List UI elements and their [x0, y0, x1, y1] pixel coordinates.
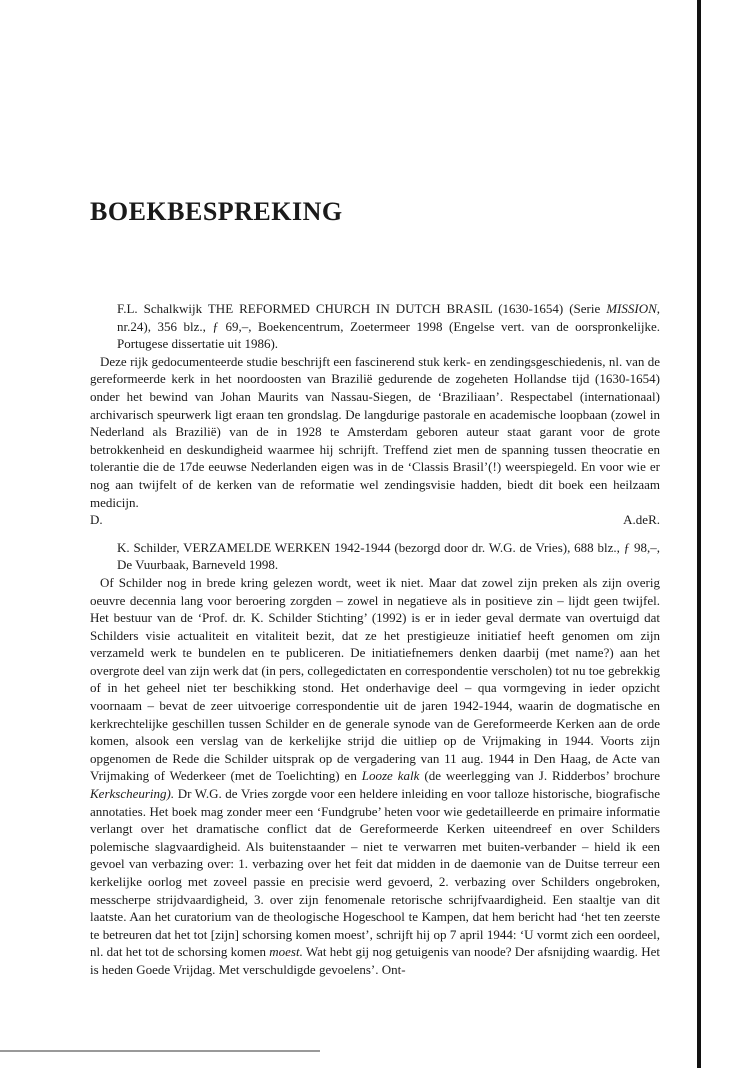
citation-details: , nr.24), 356 blz., ƒ 69,–, Boekencentrum, Zoetermeer 1998 (Engelse vert. van de oorspronkelijke. Portugese dissertatie uit 1986). — [117, 301, 661, 352]
series-name: MISSION — [606, 301, 657, 316]
paragraph-part: Wat hebt gij nog getuigenis van noode? Der afsnijding waardig. Het is heden Goede Vrijdag. Met verschuldigde gevoelens’. Ont- — [90, 944, 660, 977]
book-author: K. Schilder — [117, 539, 177, 555]
review-signature-line — [90, 511, 660, 529]
book-years: (1630-1654 — [498, 301, 559, 316]
italic-title: Looze kalk — [361, 768, 420, 784]
italic-title: Kerkscheuring). — [90, 786, 175, 802]
book-citation: K. Schilder, VERZAMELDE WERKEN 1942-1944 (bezorgd door dr. W.G. de Vries), 688 blz., ƒ 98,–, De Vuurbaak, Barneveld 1998. — [117, 539, 661, 573]
book-citation — [117, 300, 660, 353]
page-title: BOEKBESPREKING — [90, 197, 343, 227]
review-signature: A.deR. — [623, 512, 660, 528]
book-title: VERZAMELDE WERKEN — [183, 539, 331, 555]
series-open: ) (Serie — [558, 301, 607, 316]
paragraph-part: Of Schilder nog in brede kring gelezen wordt, weet ik niet. Maar dat zowel zijn preken als zijn overig oeuvre decennia lang voor beroering zorgden – zowel in negatieve als in positieve zin – lijdt geen twijfel. Het bestuur van de ‘Prof. dr. K. Schilder Stichting’ (1992) is er in ieder geval dermate van overtuigd dat Schilders visie actualiteit en vitaliteit bezit, dat ze het prestigieuze initiatief heeft genomen om zijn verzameld werk te bundelen en te publiceren. De initiatiefnemers denken daarbij (met name?) aan het overgrote deel van zijn werk dat (in pers, collegedictaten en correspondentie verscholen) tot nu toe gebrekkig of in het geheel niet ter beschikking stond. Het onderhavige deel – qua vormgeving in ieder opzicht voornaam – bevat de zeer uitvoerige correspondentie uit de jaren 1942-1944, waarin de dogmatische en kerkrechtelijke geschillen tussen Schilder en de generale synode van de Gereformeerde Kerken aan de orde komen, alsook een verslag van de kerkelijke strijd die uitliep op de Vrijmaking in 1944. Voorts zijn opgenomen de Rede die Schilder uitsprak op de vergadering van 11 aug. 1944 in Den Haag, de Acte van Vrijmaking of Wederkeer (met de Toelichting) en — [90, 574, 660, 784]
review-schilder — [90, 539, 660, 979]
citation-details: 1942-1944 (bezorgd door dr. W.G. de Vries), 688 blz., ƒ 98,–, De Vuurbaak, Barneveld 1998. — [117, 539, 661, 573]
book-title: THE REFORMED CHURCH IN DUTCH BRASIL — [207, 301, 493, 316]
review-paragraph — [90, 574, 660, 979]
italic-word: moest. — [269, 944, 303, 960]
paragraph-part: (de weerlegging van J. Ridderbos’ brochure — [419, 768, 660, 784]
book-author: F.L. Schalkwijk — [117, 301, 203, 316]
review-schalkwijk — [90, 300, 660, 529]
review-place: D. — [90, 512, 103, 528]
page-edge-right — [697, 0, 701, 1068]
review-paragraph: Deze rijk gedocumenteerde studie beschrijft een fascinerend stuk kerk- en zendingsgeschiedenis, nl. van de gereformeerde kerk in het noordoosten van Brazilië gedurende de zogeheten Hollandse tijd (1630-1654) onder het bewind van Johan Maurits van Nassau-Siegen, de ‘Braziliaan’. Respectabel (internationaal) archivarisch speurwerk ligt eraan ten grondslag. De langdurige pastorale en academische loopbaan (zowel in Nederland als Brazilië) van de in 1928 te Amsterdam geboren auteur staat garant voor de grote betrokkenheid en deskundigheid waarmee hij schrijft. Treffend ziet men de spanning tussen theocratie en tolerantie die de 17de eeuwse Nederlanden eigen was in de ‘Classis Brasil’(!) weerspiegeld. En voor wie er nog aan twijfelt of de kerken van de reformatie wel zendingsvisie hadden, biedt dit boek een heilzaam medicijn. — [90, 353, 660, 510]
page-edge-bottom — [0, 1050, 320, 1052]
review-list — [90, 300, 660, 979]
paragraph-part: Dr W.G. de Vries zorgde voor een heldere inleiding en voor talloze historische, biografische annotaties. Het boek mag zonder meer een ‘Fundgrube’ heten voor wie gedetailleerde en primaire informatie verlangt over het dramatische conflict dat de Gereformeerde Kerken uiteendreef en over Schilders polemische slagvaardigheid. Als buitenstaander – niet te verwarren met buiten-verbander – hield ik een gevoel van verbazing over: 1. verbazing over het feit dat midden in de daemonie van de Duitse terreur een kerkelijke oorlog met zoveel passie en precisie werd gevoerd, 2. verbazing over Schilders ongebroken, messcherpe strijdvaardigheid, 3. over zijn fenomenale retorische schrijfvaardigheid. Een staaltje van dit laatste. Aan het curatorium van de theologische Hogeschool te Kampen, dat hem bericht had ‘het ten zeerste te betreuren dat het tot [zijn] schorsing komen moest’, schrijft hij op 7 april 1944: ‘U vormt zich een oordeel, nl. dat het tot de schorsing komen — [90, 786, 660, 960]
